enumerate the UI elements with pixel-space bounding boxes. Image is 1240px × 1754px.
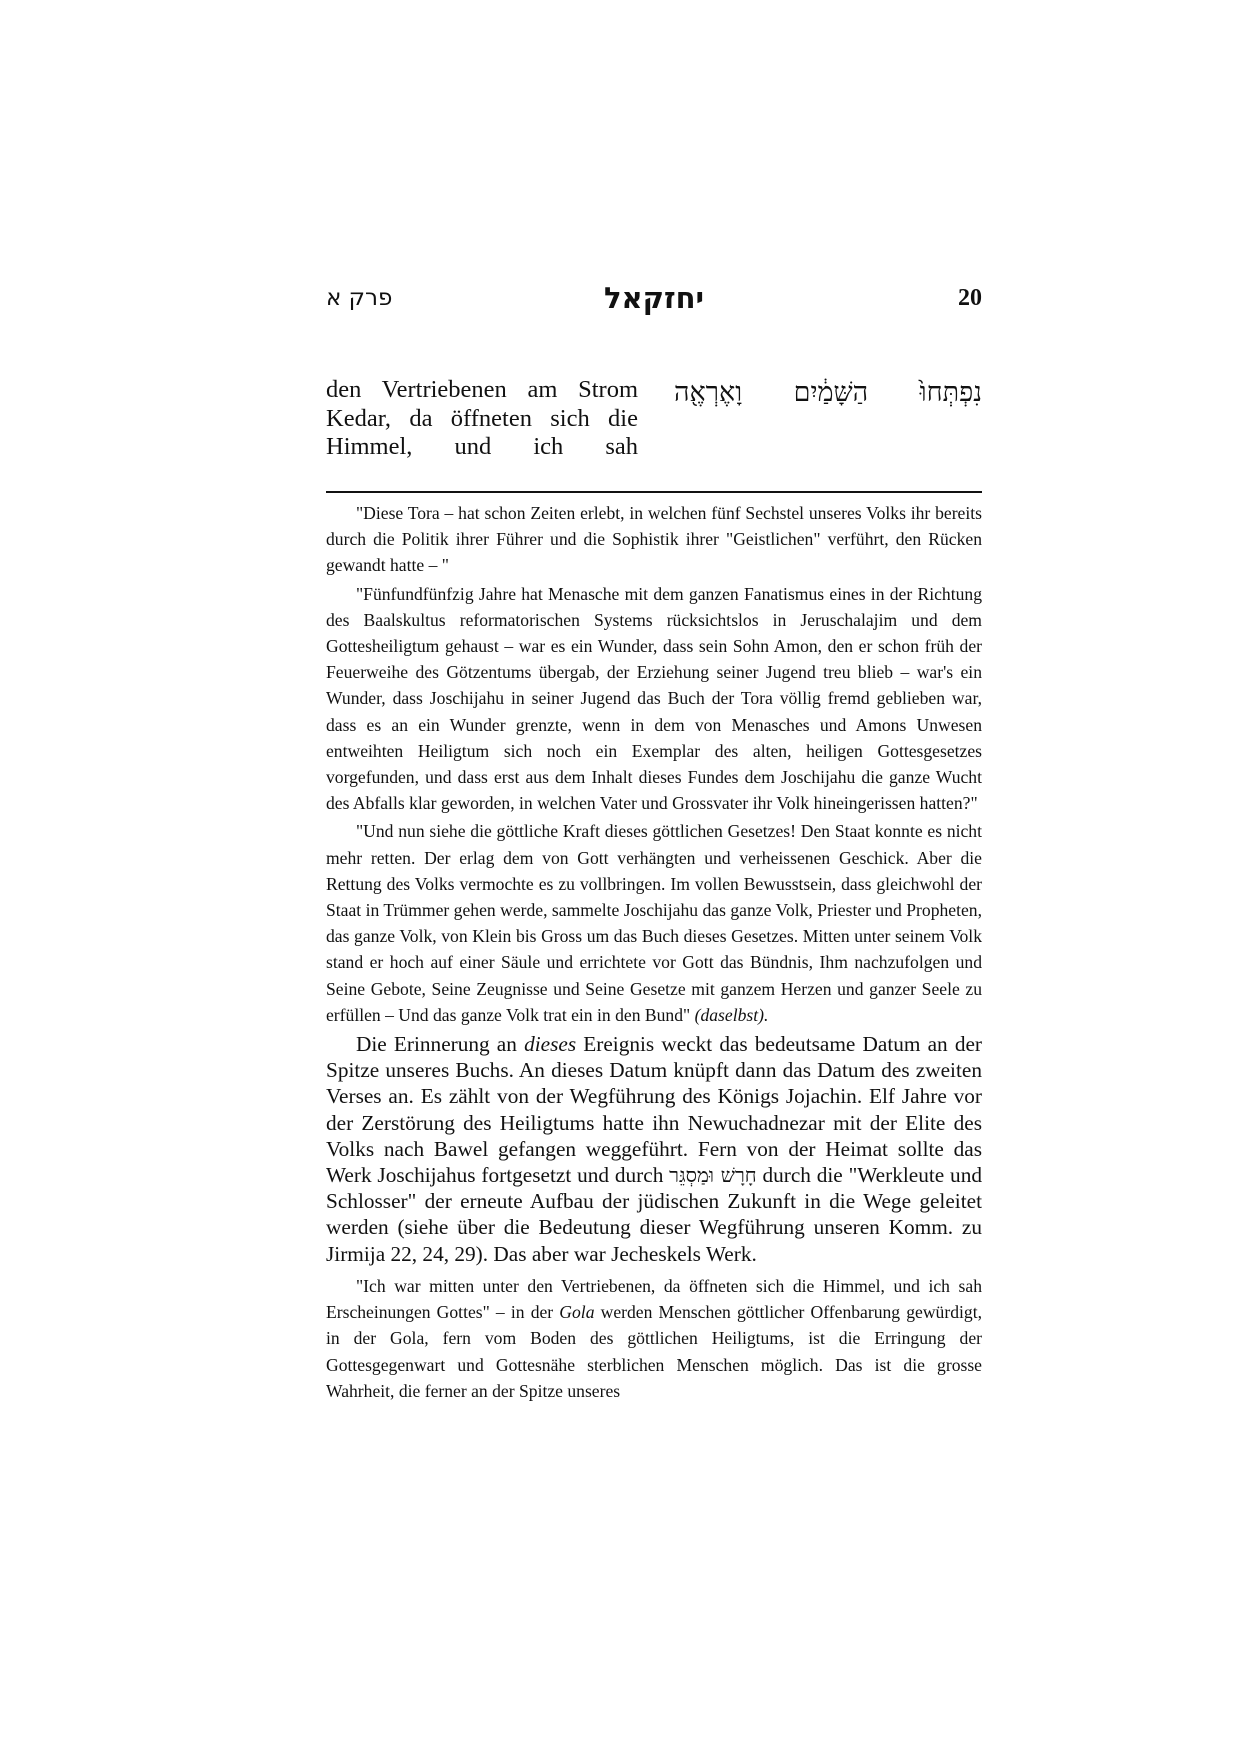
commentary-paragraph [326, 818, 982, 1028]
emphasis: dieses [524, 1032, 577, 1057]
reference: (daselbst). [694, 1004, 769, 1025]
book-title: יחזקאל [603, 281, 705, 315]
hebrew-phrase: חָרָשׁ וּמַסְגֵּר [669, 1163, 757, 1188]
hebrew-word: נִפְתְּחוּ֙ [919, 377, 982, 408]
verse-hebrew [674, 376, 982, 410]
quote-text: "Und nun siehe die göttliche Kraft dieses göttlichen Gesetzes! Den Staat konnte es nicht mehr retten. Der erlag dem von Gott verhängten und verheissenen Geschick. Aber die Rettung des Volks vermochte es zu vollbringen. Im vollen Bewusstsein, dass gleichwohl der Staat in Trümmer gehen werde, sammelte Joschijahu das ganze Volk, Priester und Propheten, das ganze Volk, von Klein bis Gross um das Buch dieses Gesetzes. Mitten unter seinem Volk stand er hoch auf einer Säule und errichtete vor Gott das Bündnis, Ihm nachzufolgen und Seine Gebote, Seine Zeugnisse und Seine Gesetze mit ganzem Herzen und ganzer Seele zu erfüllen – Und das ganze Volk trat ein in den Bund" [326, 821, 982, 1025]
emphasis: Gola [559, 1302, 595, 1323]
verse-translation: den Vertriebenen am Strom Kedar, da öffneten sich die Himmel, und ich sah [326, 376, 638, 460]
running-head [326, 281, 982, 325]
commentary [326, 500, 982, 1404]
main-paragraph: Die Erinnerung an dieses Ereignis weckt das bedeutsame Datum an der Spitze unseres Buchs. An dieses Datum knüpft dann das Datum des zweiten Verses an. Es zählt von der Wegführung des Königs Jojachin. Elf Jahre vor der Zerstörung des Heiligtums hatte ihn Newuchadnezar mit der Elite des Volks nach Bawel gefangen weggeführt. Fern von der Heimat sollte das Werk Joschijahus fortgesetzt und durch חָרָשׁ וּמַסְגֵּר durch die "Werkleute und Schlosser" der erneute Aufbau der jüdischen Zukunft in die Wege geleitet werden (siehe über die Bedeutung dieser Wegführung unseren Komm. zu Jirmija 22, 24, 29). Das aber war Jecheskels Werk. [326, 1032, 983, 1266]
hebrew-word: הַשָּׁמַ֔יִם [793, 377, 869, 408]
chapter-label: פרק א [326, 285, 393, 311]
commentary-paragraph: "Diese Tora – hat schon Zeiten erlebt, in welchen fünf Sechstel unseres Volks ihr bereits durch die Politik ihrer Führer und die Sophistik ihrer "Geistlichen" verführt, den Rücken gewandt hatte – " [326, 503, 982, 576]
page-number: 20 [958, 285, 982, 311]
commentary-paragraph: "Fünfundfünfzig Jahre hat Menasche mit dem ganzen Fanatismus eines in der Richtung des Baalskultus reformatorischen Systems rücksichtslos in Jeruschalajim und dem Gottesheiligtum gehaust – war es ein Wunder, dass sein Sohn Amon, den er schon früh der Feuerweihe des Götzentums übergab, der Erziehung seiner Jugend treu blieb – war's ein Wunder, dass Joschijahu in seiner Jugend das Buch der Tora völlig fremd geblieben war, dass es an ein Wunder grenzte, wenn in dem von Menasches und Amons Unwesen entweihten Heiligtum sich noch ein Exemplar des alten, heiligen Gottesgesetzes vorgefunden, und dass erst aus dem Inhalt dieses Fundes dem Joschijahu die ganze Wucht des Abfalls klar geworden, in welchen Vater und Grossvater ihr Volk hineingerissen hatten?" [326, 583, 982, 814]
hebrew-word: וָאֶרְאֶ֖ה [674, 377, 743, 408]
divider-rule [326, 491, 982, 493]
verse-block [326, 376, 982, 486]
commentary-paragraph: "Ich war mitten unter den Vertriebenen, da öffneten sich die Himmel, und ich sah Erscheinungen Gottes" – in der Gola werden Menschen göttlicher Offenbarung gewürdigt, in der Gola, fern vom Boden des göttlichen Heiligtums, ist die Erringung der Gottesgegenwart und Gottesnähe sterblichen Menschen möglich. Das ist die grosse Wahrheit, die ferner an der Spitze unseres [326, 1275, 982, 1401]
